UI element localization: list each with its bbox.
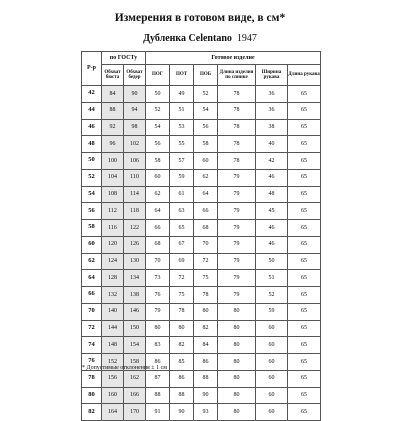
value-cell: 118: [124, 203, 146, 220]
size-cell: 72: [82, 320, 102, 337]
table-header-columns: [82, 65, 321, 86]
value-cell: 79: [218, 236, 256, 253]
value-cell: 42: [256, 153, 288, 170]
value-cell: 58: [146, 153, 170, 170]
product-model: 1947: [236, 33, 257, 44]
value-cell: 65: [288, 354, 321, 371]
value-cell: 106: [124, 153, 146, 170]
value-cell: 132: [102, 287, 124, 304]
value-cell: 80: [218, 404, 256, 421]
value-cell: 80: [218, 370, 256, 387]
value-cell: 88: [146, 387, 170, 404]
gost-group-header: по ГОСТу: [102, 52, 146, 65]
value-cell: 65: [288, 169, 321, 186]
value-cell: 144: [102, 320, 124, 337]
value-cell: 85: [170, 354, 194, 371]
size-cell: 48: [82, 136, 102, 153]
value-cell: 79: [218, 203, 256, 220]
value-cell: 162: [124, 370, 146, 387]
value-cell: 83: [146, 337, 170, 354]
value-cell: 78: [218, 102, 256, 119]
table-row: [82, 86, 321, 103]
value-cell: 82: [170, 337, 194, 354]
value-cell: 100: [102, 153, 124, 170]
value-cell: 79: [218, 253, 256, 270]
value-cell: 80: [218, 303, 256, 320]
value-cell: 78: [218, 119, 256, 136]
value-cell: 80: [218, 337, 256, 354]
value-cell: 79: [146, 303, 170, 320]
value-cell: 79: [218, 220, 256, 237]
value-cell: 46: [256, 169, 288, 186]
value-cell: 78: [218, 86, 256, 103]
column-header: Обхват бюста: [102, 65, 124, 86]
table-row: [82, 236, 321, 253]
value-cell: 126: [124, 236, 146, 253]
value-cell: 65: [288, 320, 321, 337]
table-row: [82, 370, 321, 387]
value-cell: 164: [102, 404, 124, 421]
value-cell: 65: [288, 370, 321, 387]
value-cell: 65: [288, 404, 321, 421]
value-cell: 88: [194, 370, 218, 387]
product-subtitle: [0, 33, 400, 44]
value-cell: 48: [256, 186, 288, 203]
size-cell: 50: [82, 153, 102, 170]
value-cell: 61: [170, 186, 194, 203]
value-cell: 78: [194, 287, 218, 304]
value-cell: 57: [170, 153, 194, 170]
value-cell: 59: [170, 169, 194, 186]
value-cell: 166: [124, 387, 146, 404]
size-cell: 52: [82, 169, 102, 186]
size-cell: 74: [82, 337, 102, 354]
table-header-groups: [82, 52, 321, 65]
value-cell: 88: [102, 102, 124, 119]
size-cell: 82: [82, 404, 102, 421]
table-row: [82, 287, 321, 304]
value-cell: 86: [194, 354, 218, 371]
value-cell: 36: [256, 86, 288, 103]
value-cell: 108: [102, 186, 124, 203]
value-cell: 170: [124, 404, 146, 421]
value-cell: 82: [194, 320, 218, 337]
value-cell: 80: [218, 320, 256, 337]
value-cell: 72: [170, 270, 194, 287]
value-cell: 84: [194, 337, 218, 354]
value-cell: 138: [124, 287, 146, 304]
size-cell: 66: [82, 287, 102, 304]
table-row: [82, 404, 321, 421]
table-row: [82, 303, 321, 320]
value-cell: 69: [170, 253, 194, 270]
table-row: [82, 270, 321, 287]
value-cell: 66: [194, 203, 218, 220]
size-cell: 60: [82, 236, 102, 253]
value-cell: 78: [218, 136, 256, 153]
value-cell: 65: [288, 186, 321, 203]
value-cell: 56: [146, 136, 170, 153]
value-cell: 62: [146, 186, 170, 203]
value-cell: 122: [124, 220, 146, 237]
value-cell: 65: [288, 203, 321, 220]
value-cell: 116: [102, 220, 124, 237]
value-cell: 65: [288, 220, 321, 237]
value-cell: 40: [256, 136, 288, 153]
value-cell: 65: [288, 236, 321, 253]
value-cell: 152: [102, 354, 124, 371]
value-cell: 70: [194, 236, 218, 253]
value-cell: 65: [288, 136, 321, 153]
value-cell: 59: [256, 303, 288, 320]
value-cell: 65: [288, 303, 321, 320]
table-row: [82, 186, 321, 203]
value-cell: 58: [194, 136, 218, 153]
column-header: ПОТ: [170, 65, 194, 86]
value-cell: 128: [102, 270, 124, 287]
value-cell: 86: [146, 354, 170, 371]
value-cell: 62: [194, 169, 218, 186]
column-header: Длина рукава: [288, 65, 321, 86]
size-cell: 58: [82, 220, 102, 237]
value-cell: 53: [170, 119, 194, 136]
value-cell: 54: [146, 119, 170, 136]
value-cell: 79: [218, 169, 256, 186]
size-cell: 46: [82, 119, 102, 136]
value-cell: 112: [102, 203, 124, 220]
value-cell: 63: [170, 203, 194, 220]
value-cell: 156: [102, 370, 124, 387]
value-cell: 65: [288, 270, 321, 287]
value-cell: 60: [256, 370, 288, 387]
value-cell: 65: [288, 86, 321, 103]
size-cell: 64: [82, 270, 102, 287]
value-cell: 65: [288, 253, 321, 270]
value-cell: 68: [194, 220, 218, 237]
value-cell: 90: [170, 404, 194, 421]
value-cell: 150: [124, 320, 146, 337]
value-cell: 76: [146, 287, 170, 304]
value-cell: 65: [288, 102, 321, 119]
table-row: [82, 102, 321, 119]
value-cell: 60: [256, 354, 288, 371]
value-cell: 154: [124, 337, 146, 354]
value-cell: 146: [124, 303, 146, 320]
table-row: [82, 220, 321, 237]
column-header: Ширина рукава: [256, 65, 288, 86]
size-cell: 70: [82, 303, 102, 320]
value-cell: 84: [102, 86, 124, 103]
table-row: [82, 337, 321, 354]
footnote: * Допустимые отклонения ± 1 см: [82, 365, 168, 371]
value-cell: 45: [256, 203, 288, 220]
value-cell: 54: [194, 102, 218, 119]
value-cell: 46: [256, 236, 288, 253]
size-column-header: Р-р: [82, 52, 102, 86]
value-cell: 52: [146, 102, 170, 119]
value-cell: 52: [256, 287, 288, 304]
value-cell: 51: [170, 102, 194, 119]
value-cell: 87: [146, 370, 170, 387]
value-cell: 65: [288, 387, 321, 404]
value-cell: 65: [288, 153, 321, 170]
value-cell: 80: [218, 387, 256, 404]
size-cell: 56: [82, 203, 102, 220]
value-cell: 64: [146, 203, 170, 220]
value-cell: 88: [170, 387, 194, 404]
size-cell: 80: [82, 387, 102, 404]
value-cell: 134: [124, 270, 146, 287]
value-cell: 79: [218, 186, 256, 203]
value-cell: 70: [146, 253, 170, 270]
value-cell: 78: [170, 303, 194, 320]
value-cell: 68: [146, 236, 170, 253]
value-cell: 90: [194, 387, 218, 404]
value-cell: 75: [170, 287, 194, 304]
table-row: [82, 387, 321, 404]
value-cell: 80: [194, 303, 218, 320]
value-cell: 94: [124, 102, 146, 119]
size-cell: 42: [82, 86, 102, 103]
value-cell: 80: [218, 354, 256, 371]
value-cell: 80: [170, 320, 194, 337]
value-cell: 104: [102, 169, 124, 186]
value-cell: 52: [194, 86, 218, 103]
value-cell: 60: [146, 169, 170, 186]
value-cell: 98: [124, 119, 146, 136]
value-cell: 60: [194, 153, 218, 170]
value-cell: 73: [146, 270, 170, 287]
table-row: [82, 320, 321, 337]
value-cell: 91: [146, 404, 170, 421]
value-cell: 49: [170, 86, 194, 103]
value-cell: 110: [124, 169, 146, 186]
table-row: [82, 136, 321, 153]
value-cell: 65: [288, 287, 321, 304]
value-cell: 90: [124, 86, 146, 103]
value-cell: 79: [218, 287, 256, 304]
value-cell: 56: [194, 119, 218, 136]
value-cell: 65: [288, 337, 321, 354]
value-cell: 124: [102, 253, 124, 270]
value-cell: 50: [146, 86, 170, 103]
product-name: Дубленка Celentano: [143, 33, 232, 44]
value-cell: 114: [124, 186, 146, 203]
value-cell: 93: [194, 404, 218, 421]
value-cell: 60: [256, 387, 288, 404]
value-cell: 51: [256, 270, 288, 287]
table-row: [82, 169, 321, 186]
value-cell: 72: [194, 253, 218, 270]
product-group-header: Готовое изделие: [146, 52, 321, 65]
size-cell: 44: [82, 102, 102, 119]
size-cell: 76: [82, 354, 102, 371]
value-cell: 130: [124, 253, 146, 270]
size-cell: 54: [82, 186, 102, 203]
column-header: ПОГ: [146, 65, 170, 86]
value-cell: 64: [194, 186, 218, 203]
size-cell: 62: [82, 253, 102, 270]
value-cell: 60: [256, 337, 288, 354]
value-cell: 75: [194, 270, 218, 287]
page-title: Измерения в готовом виде, в см*: [114, 12, 286, 24]
value-cell: 67: [170, 236, 194, 253]
value-cell: 66: [146, 220, 170, 237]
table-row: [82, 203, 321, 220]
value-cell: 60: [256, 320, 288, 337]
table-row: [82, 153, 321, 170]
value-cell: 160: [102, 387, 124, 404]
value-cell: 102: [124, 136, 146, 153]
value-cell: 38: [256, 119, 288, 136]
value-cell: 78: [218, 153, 256, 170]
column-header: Обхват бедер: [124, 65, 146, 86]
value-cell: 158: [124, 354, 146, 371]
table-row: [82, 119, 321, 136]
value-cell: 55: [170, 136, 194, 153]
value-cell: 92: [102, 119, 124, 136]
column-header: Длина изделия по спинке: [218, 65, 256, 86]
size-cell: 78: [82, 370, 102, 387]
value-cell: 65: [288, 119, 321, 136]
value-cell: 79: [218, 270, 256, 287]
value-cell: 36: [256, 102, 288, 119]
value-cell: 96: [102, 136, 124, 153]
value-cell: 86: [170, 370, 194, 387]
value-cell: 120: [102, 236, 124, 253]
value-cell: 65: [170, 220, 194, 237]
column-header: ПОБ: [194, 65, 218, 86]
value-cell: 60: [256, 404, 288, 421]
value-cell: 50: [256, 253, 288, 270]
value-cell: 46: [256, 220, 288, 237]
table-row: [82, 253, 321, 270]
value-cell: 148: [102, 337, 124, 354]
value-cell: 140: [102, 303, 124, 320]
value-cell: 80: [146, 320, 170, 337]
